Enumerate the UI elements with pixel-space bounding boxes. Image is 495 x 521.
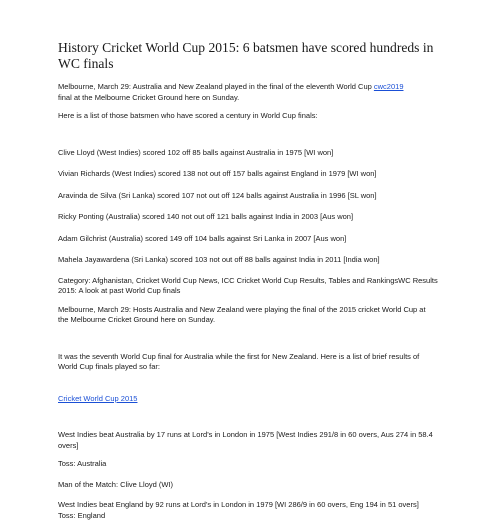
list-intro: Here is a list of those batsmen who have scored a century in World Cup finals:	[58, 111, 318, 120]
intro-paragraph	[58, 82, 438, 103]
man-of-match-1975: Man of the Match: Clive Lloyd (WI)	[58, 479, 174, 489]
intro-tail: final at the Melbourne Cricket Ground here on Sunday.	[58, 92, 240, 102]
century-item: Adam Gilchrist (Australia) scored 149 off 104 balls against Sri Lanka in 2007 [Aus won]	[58, 233, 347, 243]
cwc2015-link[interactable]: Cricket World Cup 2015	[58, 393, 138, 403]
final-1979: West Indies beat England by 92 runs at Lord’s in London in 1979 [WI 286/9 in 60 overs, Eng 194 in 51 overs] Toss: England	[58, 500, 419, 520]
cwc2019-link[interactable]: cwc2019	[373, 82, 404, 91]
century-item: Clive Lloyd (West Indies) scored 102 off 85 balls against Australia in 1975 [WI won]	[58, 147, 334, 157]
category-line: Category: Afghanistan, Cricket World Cup News, ICC Cricket World Cup Results, Tables and RankingsWC Results 2015: A look at past World Cup finals	[58, 275, 438, 295]
cwc2015-link-paragraph	[58, 394, 438, 405]
article-body	[58, 40, 438, 521]
paragraph-seventh-final: It was the seventh World Cup final for Australia while the first for New Zealand. Here is a list of brief results of World Cup finals played so far:	[58, 351, 420, 371]
article-title: History Cricket World Cup 2015: 6 batsmen have scored hundreds in WC finals	[58, 40, 434, 71]
century-item: Vivian Richards (West Indies) scored 138 not out off 157 balls against England in 1979 [WI won]	[58, 169, 377, 178]
paragraph-hosts: Melbourne, March 29: Hosts Australia and New Zealand were playing the final of the 2015 cricket World Cup at the Melbourne Cricket Ground here on Sunday.	[58, 304, 426, 324]
century-item: Ricky Ponting (Australia) scored 140 not out off 121 balls against India in 2003 [Aus won]	[58, 212, 354, 221]
toss-1975: Toss: Australia	[58, 459, 107, 468]
century-item: Aravinda de Silva (Sri Lanka) scored 107 not out off 124 balls against Australia in 1996 [SL won]	[58, 190, 377, 200]
final-1975: West Indies beat Australia by 17 runs at Lord’s in London in 1975 [West Indies 291/8 in 60 overs, Aus 274 in 58.4 overs]	[58, 430, 433, 450]
intro-text: Melbourne, March 29: Australia and New Zealand played in the final of the eleventh World Cup	[58, 82, 374, 91]
century-item: Mahela Jayawardena (Sri Lanka) scored 103 not out off 88 balls against India in 2011 [India won]	[58, 255, 380, 264]
